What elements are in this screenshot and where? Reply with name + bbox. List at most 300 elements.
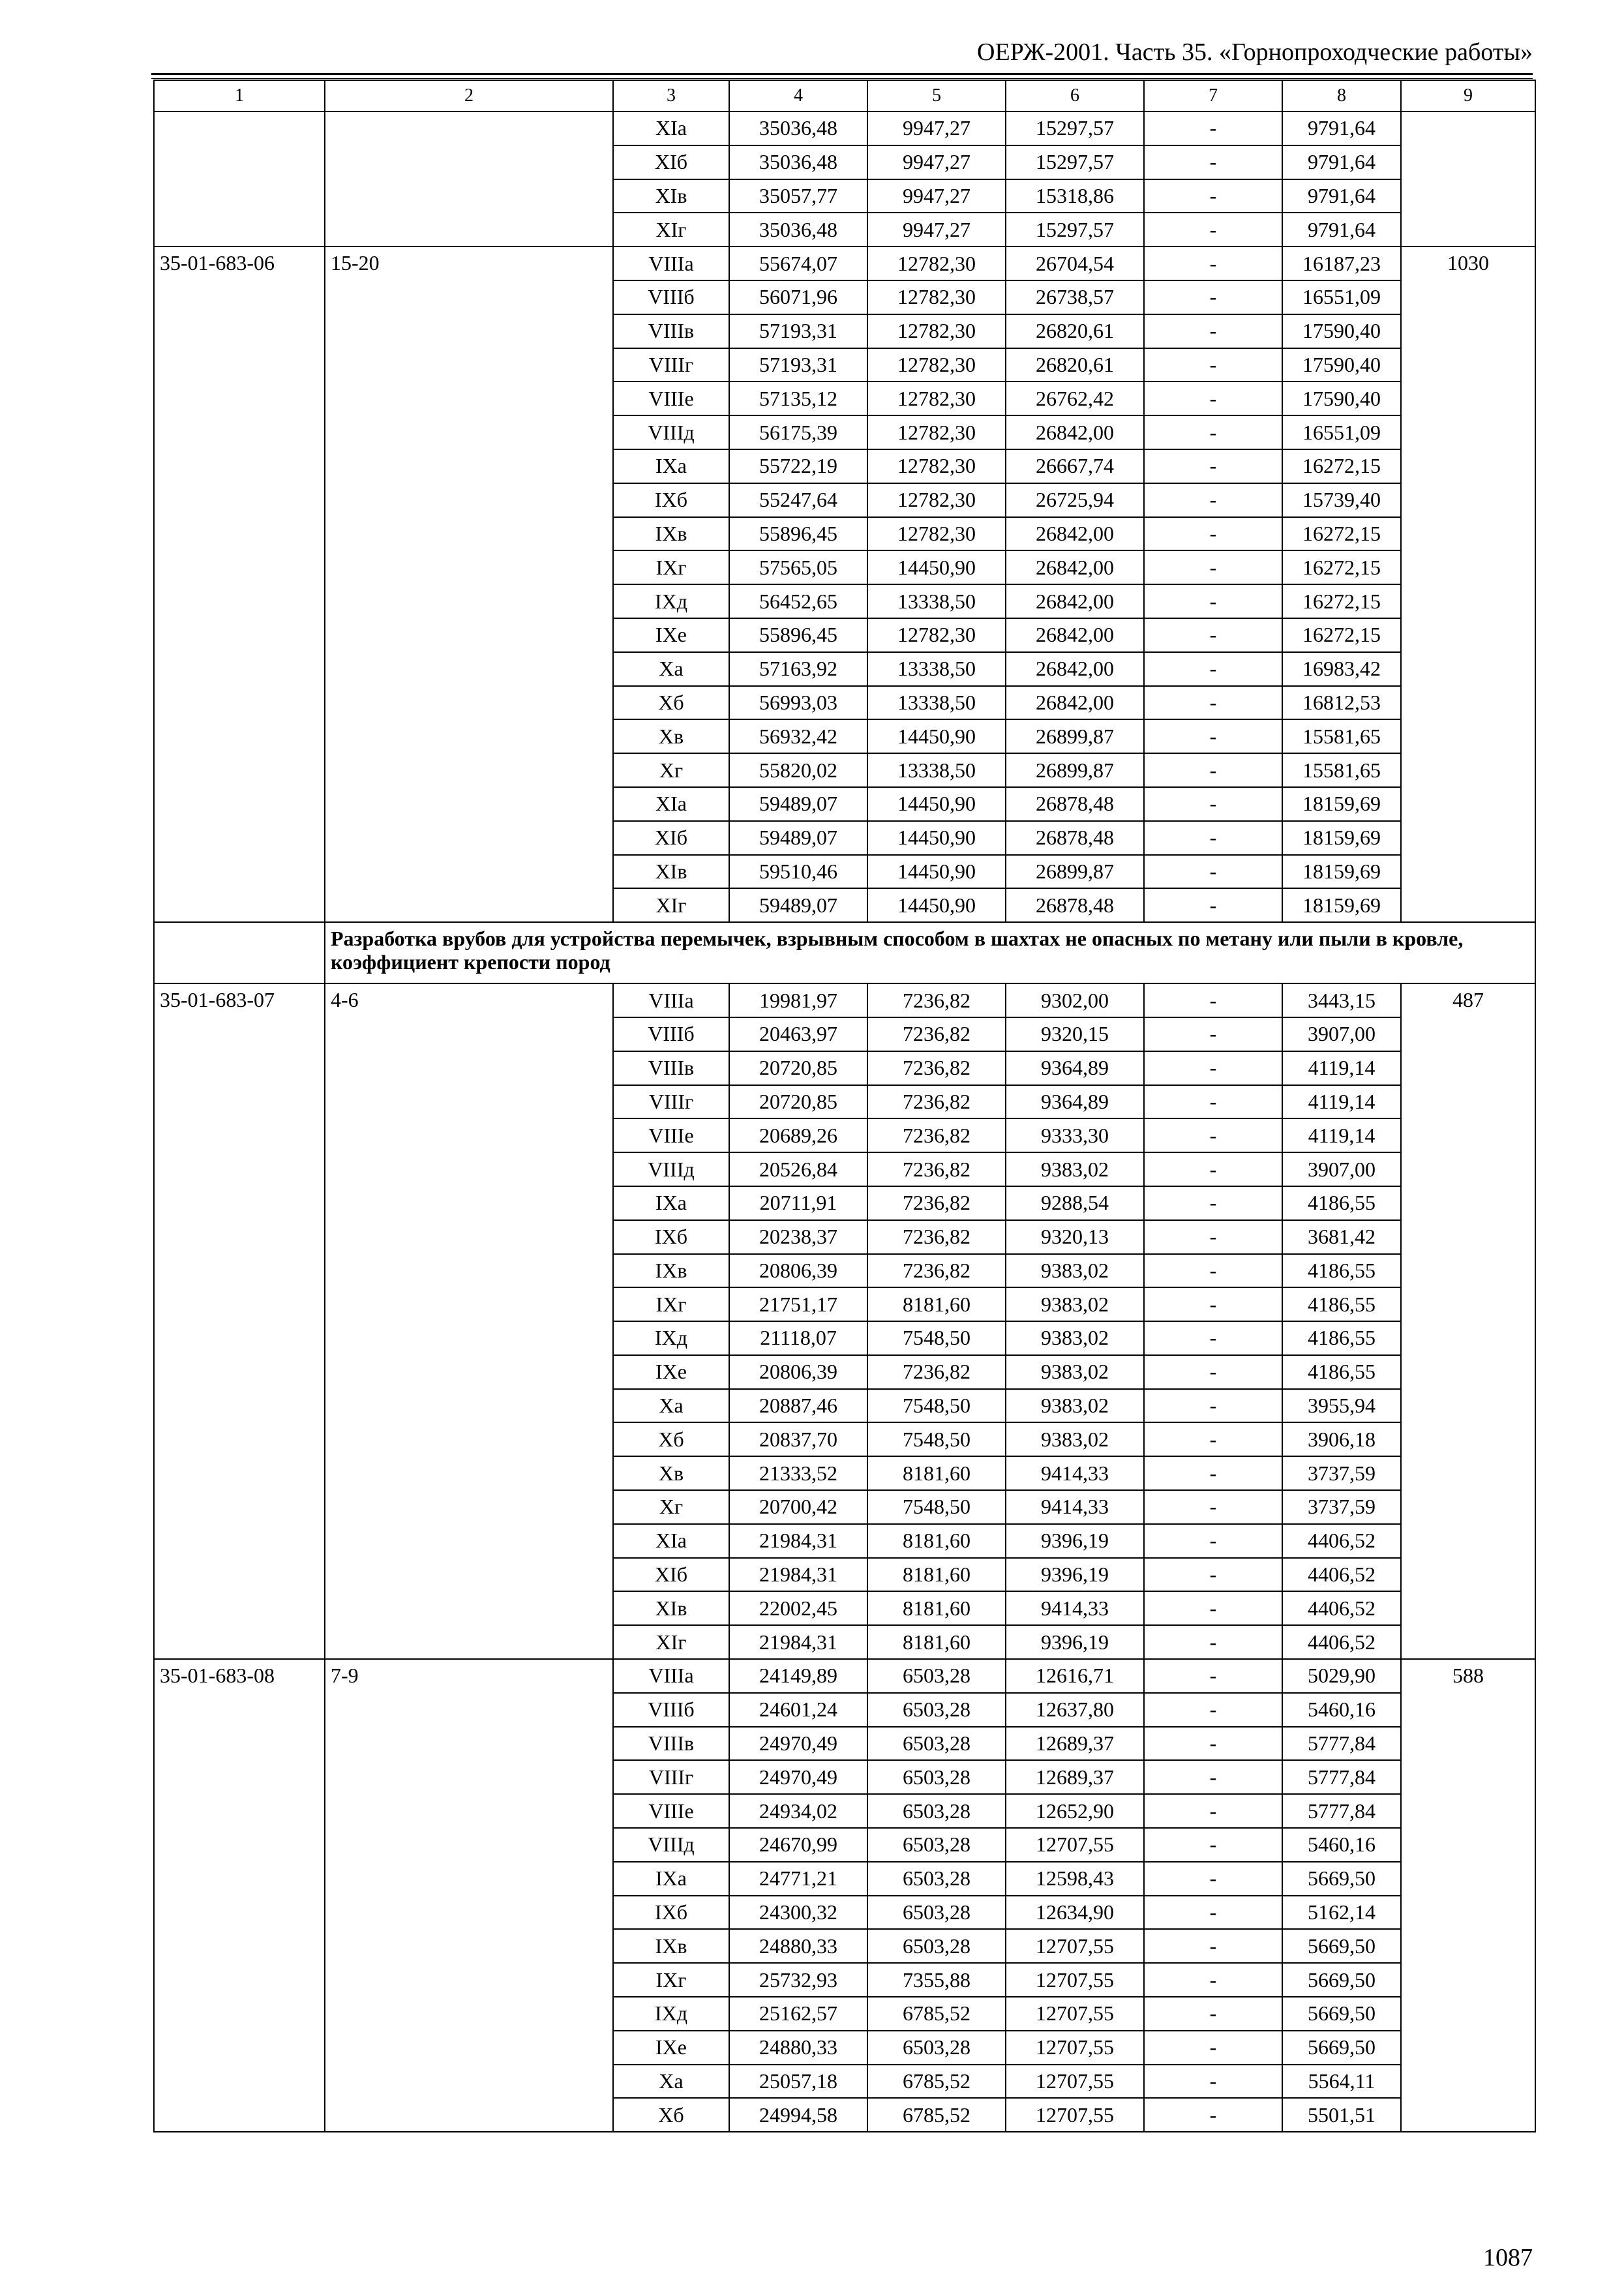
col4-cell: 22002,45	[729, 1591, 867, 1625]
col5-cell: 7236,82	[867, 1254, 1006, 1288]
col5-cell: 7236,82	[867, 1355, 1006, 1389]
col8-cell: 4119,14	[1282, 1118, 1401, 1152]
col4-cell: 35036,48	[729, 213, 867, 247]
category-cell: Xа	[613, 652, 729, 686]
col5-cell: 12782,30	[867, 449, 1006, 483]
col4-cell: 57565,05	[729, 550, 867, 584]
category-cell: IXб	[613, 1220, 729, 1254]
header-rule	[151, 73, 1533, 75]
col5-cell: 6503,28	[867, 1896, 1006, 1930]
col4-cell: 57163,92	[729, 652, 867, 686]
col5-cell: 8181,60	[867, 1591, 1006, 1625]
col6-cell: 9320,15	[1006, 1017, 1144, 1051]
col8-cell: 4119,14	[1282, 1051, 1401, 1085]
col7-cell: -	[1144, 449, 1282, 483]
col4-cell: 55896,45	[729, 517, 867, 551]
col4-cell: 56993,03	[729, 686, 867, 720]
category-cell: XIа	[613, 1524, 729, 1558]
col6-cell: 26842,00	[1006, 686, 1144, 720]
col6-cell: 9288,54	[1006, 1186, 1144, 1220]
category-cell: IXв	[613, 1929, 729, 1963]
col8-cell: 4186,55	[1282, 1186, 1401, 1220]
col7-cell: -	[1144, 1794, 1282, 1828]
section-spacer	[154, 922, 325, 983]
col7-cell: -	[1144, 855, 1282, 889]
col8-cell: 3681,42	[1282, 1220, 1401, 1254]
category-cell: Xв	[613, 1456, 729, 1490]
col5-cell: 12782,30	[867, 247, 1006, 280]
col5-cell: 6785,52	[867, 1997, 1006, 2031]
table-row	[154, 983, 1535, 1017]
col6-cell: 9383,02	[1006, 1355, 1144, 1389]
col5-cell: 8181,60	[867, 1524, 1006, 1558]
col6-cell: 9383,02	[1006, 1152, 1144, 1186]
col8-cell: 18159,69	[1282, 888, 1401, 922]
col4-cell: 24300,32	[729, 1896, 867, 1930]
col8-cell: 4406,52	[1282, 1558, 1401, 1592]
col7-cell: -	[1144, 983, 1282, 1017]
category-cell: IXа	[613, 1186, 729, 1220]
col7-cell: -	[1144, 753, 1282, 787]
category-cell: IXб	[613, 1896, 729, 1930]
category-cell: VIIIд	[613, 1152, 729, 1186]
column-number: 7	[1144, 80, 1282, 112]
col7-cell: -	[1144, 179, 1282, 213]
category-cell: IXг	[613, 1963, 729, 1997]
col8-cell: 9791,64	[1282, 112, 1401, 145]
col6-cell: 26878,48	[1006, 787, 1144, 821]
col4-cell: 55820,02	[729, 753, 867, 787]
category-cell: VIIIв	[613, 314, 729, 348]
col6-cell: 12598,43	[1006, 1862, 1144, 1896]
col6-cell: 12707,55	[1006, 2098, 1144, 2132]
col7-cell: -	[1144, 652, 1282, 686]
category-cell: Xг	[613, 753, 729, 787]
page-header: ОЕРЖ-2001. Часть 35. «Горнопроходческие работы»	[977, 38, 1533, 66]
category-cell: VIIIа	[613, 983, 729, 1017]
category-cell: VIIIг	[613, 1085, 729, 1119]
col4-cell: 20720,85	[729, 1051, 867, 1085]
col5-cell: 7548,50	[867, 1422, 1006, 1456]
col5-cell: 9947,27	[867, 112, 1006, 145]
col4-cell: 24149,89	[729, 1659, 867, 1693]
col7-cell: -	[1144, 517, 1282, 551]
col8-cell: 4406,52	[1282, 1591, 1401, 1625]
col4-cell: 57193,31	[729, 348, 867, 382]
section-row	[154, 922, 1535, 983]
range-cell	[325, 112, 613, 247]
col5-cell: 6503,28	[867, 1929, 1006, 1963]
col6-cell: 12707,55	[1006, 1963, 1144, 1997]
col6-cell: 9383,02	[1006, 1254, 1144, 1288]
col7-cell: -	[1144, 1625, 1282, 1659]
category-cell: XIб	[613, 821, 729, 855]
category-cell: Xг	[613, 1490, 729, 1524]
col5-cell: 12782,30	[867, 348, 1006, 382]
category-cell: XIб	[613, 1558, 729, 1592]
col7-cell: -	[1144, 2098, 1282, 2132]
col4-cell: 55722,19	[729, 449, 867, 483]
col7-cell: -	[1144, 213, 1282, 247]
col5-cell: 14450,90	[867, 888, 1006, 922]
col5-cell: 7236,82	[867, 1118, 1006, 1152]
col9-cell: 1030	[1401, 247, 1535, 922]
col6-cell: 26899,87	[1006, 753, 1144, 787]
col6-cell: 9396,19	[1006, 1625, 1144, 1659]
col4-cell: 24934,02	[729, 1794, 867, 1828]
col7-cell: -	[1144, 1017, 1282, 1051]
col5-cell: 8181,60	[867, 1456, 1006, 1490]
col6-cell: 9414,33	[1006, 1456, 1144, 1490]
col7-cell: -	[1144, 1862, 1282, 1896]
range-cell: 15-20	[325, 247, 613, 922]
col8-cell: 16272,15	[1282, 584, 1401, 618]
col4-cell: 20720,85	[729, 1085, 867, 1119]
col7-cell: -	[1144, 1422, 1282, 1456]
col8-cell: 16272,15	[1282, 618, 1401, 652]
column-number: 5	[867, 80, 1006, 112]
table-body	[154, 80, 1535, 2132]
col7-cell: -	[1144, 1321, 1282, 1355]
category-cell: VIIIа	[613, 247, 729, 280]
col6-cell: 26899,87	[1006, 719, 1144, 753]
col8-cell: 5777,84	[1282, 1760, 1401, 1794]
category-cell: VIIIб	[613, 1017, 729, 1051]
col4-cell: 24970,49	[729, 1727, 867, 1761]
col5-cell: 9947,27	[867, 179, 1006, 213]
col8-cell: 5669,50	[1282, 2031, 1401, 2065]
col8-cell: 17590,40	[1282, 382, 1401, 415]
col7-cell: -	[1144, 1254, 1282, 1288]
col8-cell: 5460,16	[1282, 1693, 1401, 1727]
col8-cell: 18159,69	[1282, 787, 1401, 821]
column-number: 3	[613, 80, 729, 112]
col8-cell: 4186,55	[1282, 1355, 1401, 1389]
category-cell: VIIIб	[613, 280, 729, 314]
category-cell: IXд	[613, 1321, 729, 1355]
col6-cell: 9364,89	[1006, 1085, 1144, 1119]
col4-cell: 25057,18	[729, 2065, 867, 2099]
col7-cell: -	[1144, 1558, 1282, 1592]
category-cell: Xб	[613, 686, 729, 720]
col4-cell: 21984,31	[729, 1558, 867, 1592]
col4-cell: 20526,84	[729, 1152, 867, 1186]
col4-cell: 20887,46	[729, 1389, 867, 1423]
col6-cell: 12707,55	[1006, 1997, 1144, 2031]
col5-cell: 14450,90	[867, 719, 1006, 753]
col4-cell: 24880,33	[729, 1929, 867, 1963]
col4-cell: 20238,37	[729, 1220, 867, 1254]
col8-cell: 5669,50	[1282, 1997, 1401, 2031]
col7-cell: -	[1144, 550, 1282, 584]
col5-cell: 7236,82	[867, 1186, 1006, 1220]
col8-cell: 9791,64	[1282, 213, 1401, 247]
col7-cell: -	[1144, 1456, 1282, 1490]
category-cell: XIб	[613, 145, 729, 179]
col5-cell: 12782,30	[867, 415, 1006, 449]
col7-cell: -	[1144, 382, 1282, 415]
col5-cell: 7355,88	[867, 1963, 1006, 1997]
category-cell: Xв	[613, 719, 729, 753]
col4-cell: 59489,07	[729, 888, 867, 922]
column-number: 2	[325, 80, 613, 112]
col5-cell: 13338,50	[867, 753, 1006, 787]
col7-cell: -	[1144, 280, 1282, 314]
col7-cell: -	[1144, 686, 1282, 720]
col7-cell: -	[1144, 584, 1282, 618]
col8-cell: 5564,11	[1282, 2065, 1401, 2099]
col8-cell: 4186,55	[1282, 1287, 1401, 1321]
col4-cell: 59489,07	[729, 821, 867, 855]
col5-cell: 6503,28	[867, 1659, 1006, 1693]
col6-cell: 9302,00	[1006, 983, 1144, 1017]
col7-cell: -	[1144, 1591, 1282, 1625]
col5-cell: 7236,82	[867, 1017, 1006, 1051]
col5-cell: 12782,30	[867, 517, 1006, 551]
col5-cell: 12782,30	[867, 314, 1006, 348]
col7-cell: -	[1144, 314, 1282, 348]
category-cell: VIIIг	[613, 1760, 729, 1794]
col8-cell: 3907,00	[1282, 1152, 1401, 1186]
col7-cell: -	[1144, 483, 1282, 517]
col5-cell: 14450,90	[867, 550, 1006, 584]
col8-cell: 5669,50	[1282, 1862, 1401, 1896]
col7-cell: -	[1144, 348, 1282, 382]
col7-cell: -	[1144, 1760, 1282, 1794]
col6-cell: 26842,00	[1006, 584, 1144, 618]
col7-cell: -	[1144, 1051, 1282, 1085]
col6-cell: 26820,61	[1006, 314, 1144, 348]
col6-cell: 26762,42	[1006, 382, 1144, 415]
category-cell: VIIIв	[613, 1727, 729, 1761]
col8-cell: 4406,52	[1282, 1524, 1401, 1558]
category-cell: IXв	[613, 1254, 729, 1288]
col4-cell: 35036,48	[729, 145, 867, 179]
col5-cell: 12782,30	[867, 483, 1006, 517]
category-cell: Xа	[613, 1389, 729, 1423]
category-cell: IXб	[613, 483, 729, 517]
col5-cell: 13338,50	[867, 652, 1006, 686]
col6-cell: 26842,00	[1006, 652, 1144, 686]
col6-cell: 12707,55	[1006, 2031, 1144, 2065]
col8-cell: 16551,09	[1282, 415, 1401, 449]
column-number: 4	[729, 80, 867, 112]
col4-cell: 24771,21	[729, 1862, 867, 1896]
col7-cell: -	[1144, 1963, 1282, 1997]
col8-cell: 16272,15	[1282, 449, 1401, 483]
col7-cell: -	[1144, 1524, 1282, 1558]
col6-cell: 26704,54	[1006, 247, 1144, 280]
col7-cell: -	[1144, 1118, 1282, 1152]
col4-cell: 56071,96	[729, 280, 867, 314]
code-cell	[154, 112, 325, 247]
header-rule-thin	[151, 78, 1533, 79]
col5-cell: 7236,82	[867, 1220, 1006, 1254]
col4-cell: 59510,46	[729, 855, 867, 889]
col6-cell: 15297,57	[1006, 213, 1144, 247]
col6-cell: 26842,00	[1006, 517, 1144, 551]
col8-cell: 3443,15	[1282, 983, 1401, 1017]
col9-cell: 487	[1401, 983, 1535, 1659]
col6-cell: 26842,00	[1006, 618, 1144, 652]
col6-cell: 26842,00	[1006, 415, 1144, 449]
col5-cell: 14450,90	[867, 787, 1006, 821]
col5-cell: 13338,50	[867, 686, 1006, 720]
category-cell: XIв	[613, 855, 729, 889]
col5-cell: 7548,50	[867, 1389, 1006, 1423]
col6-cell: 9414,33	[1006, 1490, 1144, 1524]
col5-cell: 7236,82	[867, 1085, 1006, 1119]
col8-cell: 3906,18	[1282, 1422, 1401, 1456]
col6-cell: 9364,89	[1006, 1051, 1144, 1085]
col9-cell: 588	[1401, 1659, 1535, 2132]
col6-cell: 15297,57	[1006, 145, 1144, 179]
col6-cell: 12707,55	[1006, 1929, 1144, 1963]
section-title: Разработка врубов для устройства перемычек, взрывным способом в шахтах не опасных по метану или пыли в кровле, коэффициент крепости пород	[325, 922, 1535, 983]
col7-cell: -	[1144, 888, 1282, 922]
col7-cell: -	[1144, 1727, 1282, 1761]
col8-cell: 15581,65	[1282, 753, 1401, 787]
col8-cell: 17590,40	[1282, 314, 1401, 348]
col6-cell: 26878,48	[1006, 821, 1144, 855]
code-cell: 35-01-683-06	[154, 247, 325, 922]
col8-cell: 4119,14	[1282, 1085, 1401, 1119]
col7-cell: -	[1144, 821, 1282, 855]
col6-cell: 9383,02	[1006, 1287, 1144, 1321]
col7-cell: -	[1144, 1355, 1282, 1389]
col5-cell: 6503,28	[867, 1794, 1006, 1828]
col6-cell: 12689,37	[1006, 1760, 1144, 1794]
col4-cell: 21984,31	[729, 1524, 867, 1558]
category-cell: Xб	[613, 1422, 729, 1456]
col8-cell: 16187,23	[1282, 247, 1401, 280]
column-number: 9	[1401, 80, 1535, 112]
col5-cell: 6785,52	[867, 2098, 1006, 2132]
col5-cell: 6785,52	[867, 2065, 1006, 2099]
category-cell: IXе	[613, 2031, 729, 2065]
col6-cell: 9383,02	[1006, 1422, 1144, 1456]
col5-cell: 6503,28	[867, 1693, 1006, 1727]
col7-cell: -	[1144, 1997, 1282, 2031]
col5-cell: 14450,90	[867, 855, 1006, 889]
col6-cell: 12616,71	[1006, 1659, 1144, 1693]
category-cell: VIIIе	[613, 1118, 729, 1152]
category-cell: VIIIб	[613, 1693, 729, 1727]
col5-cell: 7548,50	[867, 1490, 1006, 1524]
col4-cell: 20700,42	[729, 1490, 867, 1524]
col4-cell: 55247,64	[729, 483, 867, 517]
category-cell: IXа	[613, 449, 729, 483]
col8-cell: 5029,90	[1282, 1659, 1401, 1693]
col8-cell: 16812,53	[1282, 686, 1401, 720]
col4-cell: 21333,52	[729, 1456, 867, 1490]
col6-cell: 12637,80	[1006, 1693, 1144, 1727]
col6-cell: 9383,02	[1006, 1389, 1144, 1423]
col8-cell: 3955,94	[1282, 1389, 1401, 1423]
col5-cell: 12782,30	[867, 382, 1006, 415]
col4-cell: 35036,48	[729, 112, 867, 145]
category-cell: Xа	[613, 2065, 729, 2099]
category-cell: IXг	[613, 550, 729, 584]
column-number: 8	[1282, 80, 1401, 112]
col5-cell: 6503,28	[867, 1727, 1006, 1761]
col4-cell: 24994,58	[729, 2098, 867, 2132]
col6-cell: 12707,55	[1006, 2065, 1144, 2099]
col7-cell: -	[1144, 719, 1282, 753]
category-cell: IXд	[613, 584, 729, 618]
category-cell: XIг	[613, 1625, 729, 1659]
col9-cell	[1401, 112, 1535, 247]
col4-cell: 24970,49	[729, 1760, 867, 1794]
col6-cell: 12707,55	[1006, 1828, 1144, 1862]
col4-cell: 21984,31	[729, 1625, 867, 1659]
col7-cell: -	[1144, 1085, 1282, 1119]
col5-cell: 7236,82	[867, 1152, 1006, 1186]
col8-cell: 4186,55	[1282, 1254, 1401, 1288]
col5-cell: 13338,50	[867, 584, 1006, 618]
column-number: 1	[154, 80, 325, 112]
col5-cell: 12782,30	[867, 280, 1006, 314]
col8-cell: 4406,52	[1282, 1625, 1401, 1659]
col8-cell: 15581,65	[1282, 719, 1401, 753]
col5-cell: 6503,28	[867, 2031, 1006, 2065]
col7-cell: -	[1144, 1490, 1282, 1524]
col6-cell: 15318,86	[1006, 179, 1144, 213]
col7-cell: -	[1144, 1929, 1282, 1963]
col6-cell: 9396,19	[1006, 1524, 1144, 1558]
col4-cell: 20837,70	[729, 1422, 867, 1456]
col6-cell: 26738,57	[1006, 280, 1144, 314]
col4-cell: 56452,65	[729, 584, 867, 618]
col6-cell: 26820,61	[1006, 348, 1144, 382]
col7-cell: -	[1144, 1186, 1282, 1220]
col6-cell: 9320,13	[1006, 1220, 1144, 1254]
category-cell: Xб	[613, 2098, 729, 2132]
category-cell: VIIIа	[613, 1659, 729, 1693]
col6-cell: 9383,02	[1006, 1321, 1144, 1355]
category-cell: VIIIг	[613, 348, 729, 382]
col8-cell: 18159,69	[1282, 821, 1401, 855]
col4-cell: 56175,39	[729, 415, 867, 449]
col8-cell: 4186,55	[1282, 1321, 1401, 1355]
col5-cell: 8181,60	[867, 1558, 1006, 1592]
col7-cell: -	[1144, 1896, 1282, 1930]
col7-cell: -	[1144, 145, 1282, 179]
category-cell: IXе	[613, 618, 729, 652]
category-cell: VIIIе	[613, 1794, 729, 1828]
col4-cell: 35057,77	[729, 179, 867, 213]
col4-cell: 56932,42	[729, 719, 867, 753]
col6-cell: 15297,57	[1006, 112, 1144, 145]
col7-cell: -	[1144, 1693, 1282, 1727]
category-cell: XIг	[613, 213, 729, 247]
col8-cell: 5777,84	[1282, 1794, 1401, 1828]
col8-cell: 17590,40	[1282, 348, 1401, 382]
col5-cell: 8181,60	[867, 1287, 1006, 1321]
rates-table	[153, 80, 1536, 2132]
category-cell: XIв	[613, 179, 729, 213]
category-cell: IXв	[613, 517, 729, 551]
category-cell: XIа	[613, 112, 729, 145]
col7-cell: -	[1144, 787, 1282, 821]
col5-cell: 7236,82	[867, 983, 1006, 1017]
page-number: 1087	[1483, 2244, 1533, 2271]
col8-cell: 5669,50	[1282, 1963, 1401, 1997]
category-cell: IXе	[613, 1355, 729, 1389]
category-cell: VIIIв	[613, 1051, 729, 1085]
col7-cell: -	[1144, 112, 1282, 145]
col4-cell: 57193,31	[729, 314, 867, 348]
